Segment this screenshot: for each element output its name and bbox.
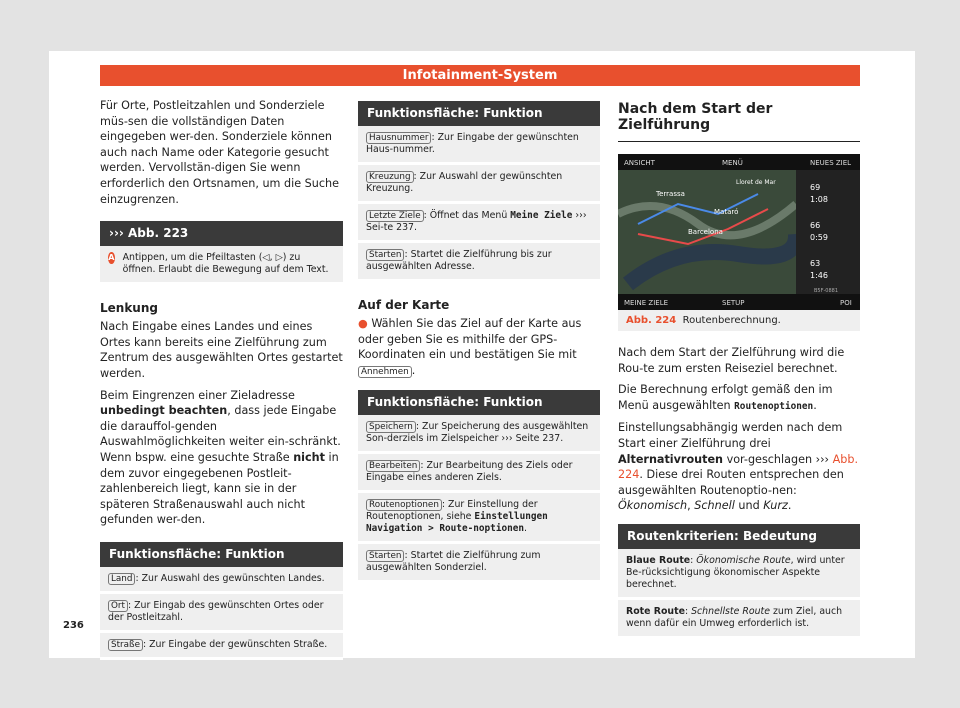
map-btn-ansicht: ANSICHT xyxy=(624,159,655,167)
function-table-header: Funktionsfläche: Funktion xyxy=(100,542,343,567)
function-table-header: Funktionsfläche: Funktion xyxy=(358,101,600,126)
paragraph-3: Einstellungsabhängig werden nach dem Start einer Zielführung drei Alternativrouten vor-geschlagen ››› Abb. 224. Diese drei Routen entsprechen den ausgewählten Routenoptio-nen: Ökonomisch, Schnell und Kurz. xyxy=(618,421,859,513)
table-row: Rote Route: Schnellste Route zum Ziel, auch wenn dafür ein Umweg erforderlich ist. xyxy=(618,600,860,639)
function-button-label: Straße xyxy=(108,639,143,651)
map-place: Terrassa xyxy=(656,190,685,198)
route-1-time: 1:08 xyxy=(810,195,828,204)
paragraph-1: Nach dem Start der Zielführung wird die Rou-te zum ersten Reiseziel berechnet. xyxy=(618,346,845,375)
table-row: Routenoptionen : Zur Einstellung der Routenoptionen, siehe Einstellungen Navigation > Route-noptionen. xyxy=(358,493,600,544)
table-row: Speichern : Zur Speicherung des ausgewählten Son-derziels im Zielspeicher ››› Seite 237. xyxy=(358,415,600,454)
map-place: Barcelona xyxy=(688,228,723,236)
function-button-label: Speichern xyxy=(366,421,416,433)
function-button-label: Kreuzung xyxy=(366,171,414,183)
lenkung-paragraph-2: Beim Eingrenzen einer Zieladresse unbedingt beachten, dass jede Eingabe die darauffol-genden Auswahlmöglichkeiten weiter ein-schränkt. Wenn bspw. eine gesuchte Straße nicht in dem zuvor eingegebenen Postleit-zahlenbereich liegt, kann sie in der späteren Straßenauswahl auch nicht gefunden wer-den. xyxy=(100,388,341,527)
paragraph-2: Die Berechnung erfolgt gemäß den im Menü ausgewählten Routenoptionen. xyxy=(618,383,833,412)
function-button-label: Annehmen xyxy=(358,366,412,378)
column-left xyxy=(100,98,343,660)
route-2-distance: 66 xyxy=(810,221,821,230)
map-btn-setup: SETUP xyxy=(722,299,745,307)
map-place: Mataró xyxy=(714,208,739,216)
table-row: Starten : Startet die Zielführung bis zur ausgewählten Adresse. xyxy=(358,243,600,282)
table-row: Letzte Ziele : Öffnet das Menü Meine Ziele ››› Sei-te 237. xyxy=(358,204,600,243)
table-row: Kreuzung : Zur Auswahl der gewünschten Kreuzung. xyxy=(358,165,600,204)
function-button-label: Starten xyxy=(366,550,404,562)
lenkung-paragraph-1: Nach Eingabe eines Landes und eines Ortes kann bereits eine Zielführung zum Zentrum des ausgewählten Ortes gestartet werden. xyxy=(100,320,343,380)
table-row: Starten : Startet die Zielführung zum ausgewählten Sonderziel. xyxy=(358,544,600,583)
navigation-screenshot xyxy=(618,154,860,310)
map-place: Lloret de Mar xyxy=(736,179,776,186)
table-row: Hausnummer : Zur Eingabe der gewünschten Haus-nummer. xyxy=(358,126,600,165)
table-row: Bearbeiten : Zur Bearbeitung des Ziels oder Eingabe eines anderen Ziels. xyxy=(358,454,600,493)
column-right xyxy=(618,101,860,639)
function-table-header: Funktionsfläche: Funktion xyxy=(358,390,600,415)
karte-heading: Auf der Karte xyxy=(358,298,450,312)
lenkung-heading: Lenkung xyxy=(100,301,158,316)
function-button-label: Hausnummer xyxy=(366,132,431,144)
karte-paragraph: ● Wählen Sie das Ziel auf der Karte aus oder geben Sie es mithilfe der GPS-Koordinaten ein und bestätigen Sie mit Annehmen . xyxy=(358,317,582,377)
legend-text: Antippen, um die Pfeiltasten (◁, ▷) zu öffnen. Erlaubt die Bewegung auf dem Text. xyxy=(122,252,329,276)
function-button-label: Ort xyxy=(108,600,128,612)
function-button-label: Letzte Ziele xyxy=(366,210,424,222)
map-btn-poi: POI xyxy=(840,299,852,307)
page-number: 236 xyxy=(63,620,84,631)
intro-paragraph: Für Orte, Postleitzahlen und Sonderziele müs-sen die vollständigen Daten eingegeben wer-den. Sonderziele können auch nach Name oder Kategorie gesucht werden. Vervollstän-digen Sie wenn erforderlich den Ortsnamen, um die Suche einzugrenzen. xyxy=(100,99,339,206)
bullet-icon: ● xyxy=(358,317,368,330)
route-2-time: 0:59 xyxy=(810,233,828,242)
function-button-label: Land xyxy=(108,573,135,585)
route-3-time: 1:46 xyxy=(810,271,828,280)
figure-caption: Abb. 224 Routenberechnung. xyxy=(618,310,860,331)
table-row: Blaue Route: Ökonomische Route, wird unter Be-rücksichtigung ökonomischer Aspekte berechnet. xyxy=(618,549,860,600)
function-button-label: Bearbeiten xyxy=(366,460,420,472)
function-button-label: Routenoptionen xyxy=(366,499,442,511)
map-btn-neues-ziel: NEUES ZIEL xyxy=(810,159,852,167)
figure-legend-row xyxy=(100,246,343,285)
map-btn-menu: MENÜ xyxy=(722,159,743,167)
table-row: Land : Zur Auswahl des gewünschten Landes. xyxy=(100,567,343,594)
route-1-distance: 69 xyxy=(810,183,821,192)
route-3-distance: 63 xyxy=(810,259,821,268)
map-graphic xyxy=(618,154,860,310)
map-btn-meine-ziele: MEINE ZIELE xyxy=(624,299,669,307)
table-row: Straße : Zur Eingabe der gewünschten Straße. xyxy=(100,633,343,660)
legend-badge-a: A xyxy=(108,253,115,263)
figure-reference-header: ››› Abb. 223 xyxy=(100,221,343,246)
criteria-table-header: Routenkriterien: Bedeutung xyxy=(618,524,860,549)
section-title: Nach dem Start der Zielführung xyxy=(618,101,860,142)
table-row: Ort : Zur Eingab des gewünschten Ortes oder der Postleitzahl. xyxy=(100,594,343,633)
figure-code: B5F-0881 xyxy=(814,288,839,294)
function-button-label: Starten xyxy=(366,249,404,261)
section-header: Infotainment-System xyxy=(100,65,860,86)
column-middle xyxy=(358,101,600,583)
